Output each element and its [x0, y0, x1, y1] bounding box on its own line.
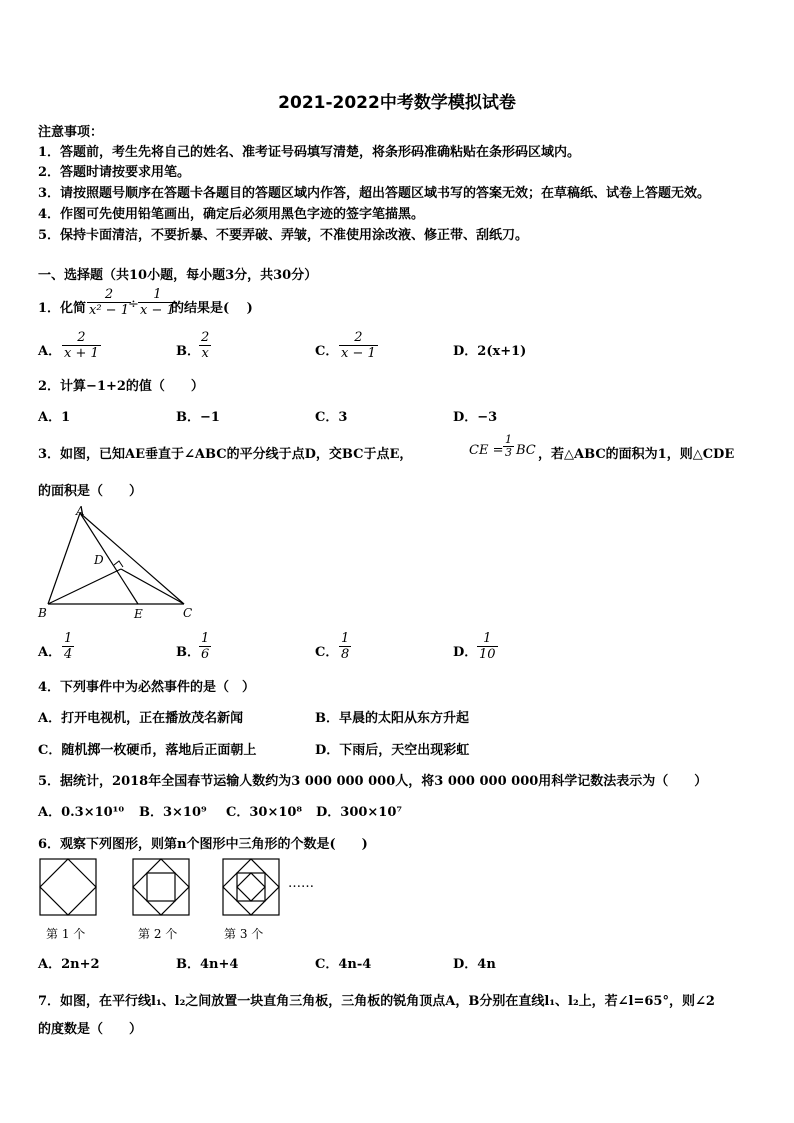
option-a: A．打开电视机，正在播放茂名新闻	[38, 711, 244, 726]
option-b-label: B．	[176, 645, 200, 660]
q2-stem: 2．计算−1+2的值（ ）	[38, 379, 204, 394]
label-b: B	[38, 606, 47, 620]
numerator: 1	[153, 287, 162, 302]
option-b: B．4n+4	[176, 957, 239, 972]
q4-stem: 4．下列事件中为必然事件的是（ ）	[38, 680, 256, 695]
numerator: 2	[354, 330, 363, 345]
notice-item: 3．请按照题号顺序在答题卡各题目的答题区域内作答，超出答题区域书写的答案无效；在草稿纸、试卷上答题无效。	[38, 186, 711, 201]
figure-2	[133, 859, 189, 915]
option-b-fraction	[199, 631, 211, 662]
label-c: C	[183, 606, 193, 620]
option-a-fraction	[62, 330, 101, 361]
page-title: 2021-2022中考数学模拟试卷	[278, 93, 516, 113]
option-d: D．300×10⁷	[316, 805, 403, 820]
option-a: A．0.3×10¹⁰	[38, 805, 125, 820]
option-d-label: D．	[453, 645, 478, 660]
figure-caption: 第 3 个	[224, 927, 264, 941]
denominator: x	[199, 345, 211, 361]
q1-fraction-1	[87, 287, 131, 318]
q6-stem: 6．观察下列图形，则第n个图形中三角形的个数是( )	[38, 837, 368, 852]
numerator: 2	[201, 330, 210, 345]
numerator: 1	[64, 631, 73, 646]
label-e: E	[134, 607, 143, 621]
option-b: B．早晨的太阳从东方升起	[315, 711, 469, 726]
q3-stem-a: 3．如图，已知AE垂直于∠ABC的平分线于点D，交BC于点E，	[38, 447, 413, 462]
option-c-label: C．	[315, 344, 339, 359]
option-a: A．2n+2	[38, 957, 100, 972]
ce-fraction	[503, 434, 514, 459]
notice-item: 1．答题前，考生先将自己的姓名、准考证号码填写清楚，将条形码准确粘贴在条形码区域内。	[38, 145, 581, 160]
option-c: C．随机掷一枚硬币，落地后正面朝上	[38, 743, 257, 758]
numerator: 1	[505, 433, 512, 446]
q3-stem-c: 的面积是（ ）	[38, 484, 143, 499]
option-a-label: A．	[38, 645, 62, 660]
option-d: D．−3	[453, 410, 498, 425]
option-c-fraction	[339, 631, 351, 662]
q5-stem: 5．据统计，2018年全国春节运输人数约为3 000 000 000人，将3 000 000 000用科学记数法表示为（ ）	[38, 774, 708, 789]
figure-1	[40, 859, 96, 915]
option-b-fraction	[199, 330, 211, 361]
ce-prefix: CE =	[469, 443, 504, 458]
section-heading: 一、选择题（共10小题，每小题3分，共30分）	[38, 268, 318, 283]
notice-heading: 注意事项：	[38, 125, 104, 140]
q1-prefix: 1．化简	[38, 301, 87, 316]
notice-item: 2．答题时请按要求用笔。	[38, 165, 191, 180]
notice-item: 4．作图可先使用铅笔画出，确定后必须用黑色字迹的签字笔描黑。	[38, 207, 425, 222]
option-a-label: A．	[38, 344, 62, 359]
ce-suffix: BC	[516, 443, 536, 458]
q7-stem-a: 7．如图，在平行线l₁、l₂之间放置一块直角三角板，三角板的锐角顶点A，B分别在直线l₁、l₂上，若∠l=65°，则∠2	[38, 994, 715, 1009]
q3-stem-b: ，若△ABC的面积为1，则△CDE	[538, 447, 735, 462]
numerator: 1	[483, 631, 492, 646]
notice-item: 5．保持卡面清洁，不要折暴、不要弄破、弄皱，不准使用涂改液、修正带、刮纸刀。	[38, 228, 529, 243]
option-c: C．3	[315, 410, 348, 425]
option-b: B．3×10⁹	[139, 805, 207, 820]
triangle-figure	[34, 505, 204, 623]
label-a: A	[76, 505, 85, 518]
figure-3	[223, 859, 279, 915]
q1-suffix: 的结果是( )	[171, 301, 253, 316]
denominator: x² − 1	[89, 303, 129, 318]
option-d-fraction	[477, 631, 498, 662]
option-a-fraction	[62, 631, 74, 662]
q7-stem-b: 的度数是（ ）	[38, 1022, 143, 1037]
figure-caption: 第 1 个	[46, 927, 86, 941]
option-d: D．2(x+1)	[453, 344, 527, 359]
option-b-label: B．	[176, 344, 200, 359]
option-d: D．下雨后，天空出现彩虹	[315, 743, 470, 758]
denominator: x − 1	[341, 346, 376, 361]
numerator: 2	[77, 330, 86, 345]
option-c: C．4n-4	[315, 957, 372, 972]
option-c: C．30×10⁸	[226, 805, 303, 820]
figure-caption: 第 2 个	[138, 927, 178, 941]
denominator: 10	[479, 647, 496, 662]
option-c-fraction	[339, 330, 378, 361]
denominator: x − 1	[140, 303, 175, 318]
label-d: D	[94, 553, 104, 567]
denominator: 3	[505, 446, 512, 459]
numerator: 2	[104, 287, 114, 302]
option-c-label: C．	[315, 645, 339, 660]
ellipsis: ……	[288, 876, 314, 891]
denominator: 6	[201, 647, 210, 662]
option-d: D．4n	[453, 957, 496, 972]
pattern-figures	[38, 857, 328, 917]
numerator: 1	[201, 631, 210, 646]
denominator: x + 1	[64, 346, 99, 361]
divide-sign: ÷	[128, 297, 139, 312]
option-a: A．1	[38, 410, 71, 425]
denominator: 8	[341, 647, 350, 662]
denominator: 4	[64, 647, 73, 662]
option-b: B．−1	[176, 410, 220, 425]
numerator: 1	[341, 631, 350, 646]
